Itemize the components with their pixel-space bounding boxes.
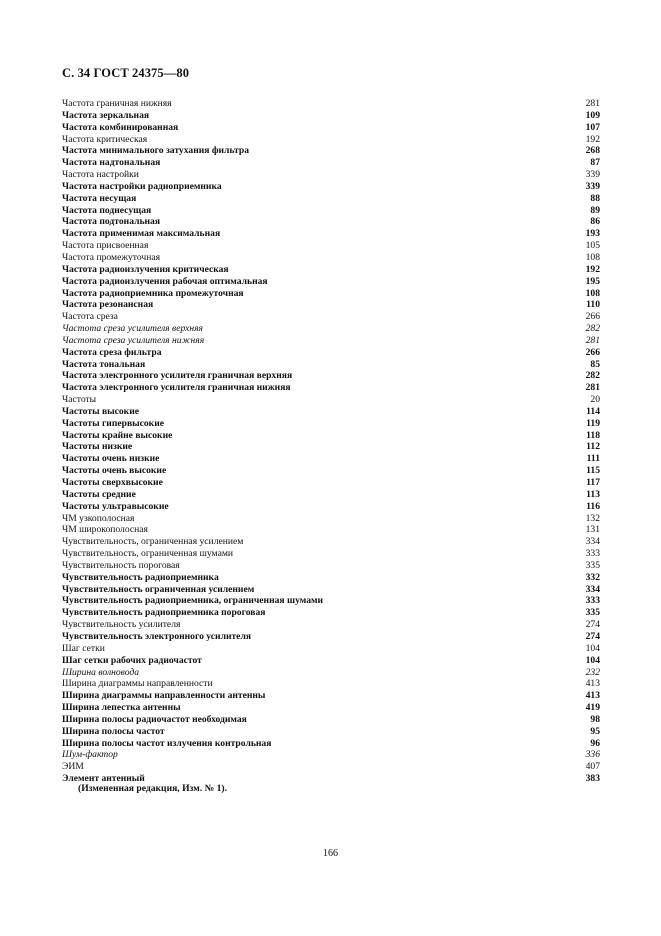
index-page-ref: 335 [585,607,600,619]
index-entry [62,678,600,690]
index-entry [62,418,600,430]
index-page-ref: 232 [585,666,600,678]
index-page-ref: 419 [585,702,600,714]
index-term: Частота радиоизлучения критическая [62,263,229,275]
index-term: Частоты ультравысокие [62,500,169,512]
index-entry [62,749,600,761]
index-term: Ширина полосы частот излучения контрольная [62,737,272,749]
index-term: Чувствительность радиоприемника, ограниченная шумами [62,595,324,607]
index-entry [62,726,600,738]
index-term: Шаг сетки [62,642,105,654]
index-term: Чувствительность электронного усилителя [62,630,252,642]
page-header: С. 34 ГОСТ 24375—80 [62,66,190,80]
index-page-ref: 20 [590,394,600,406]
index-page-ref: 268 [585,145,600,157]
index-term: Частоты [62,394,97,406]
index-entry [62,228,600,240]
index-entry [62,299,600,311]
index-page-ref: 111 [586,453,600,465]
index-page-ref: 116 [586,500,600,512]
index-entry [62,430,600,442]
index-page-ref: 104 [585,642,600,654]
index-page-ref: 193 [585,228,600,240]
index-page-ref: 131 [585,524,600,536]
index-entry [62,595,600,607]
index-page-ref: 336 [585,749,600,761]
index-page-ref: 110 [586,299,600,311]
index-entry [62,619,600,631]
index-term: Частота поднесущая [62,204,152,216]
index-entry [62,761,600,773]
index-entry [62,335,600,347]
index-term: Ширина диаграммы направленности [62,678,213,690]
index-entry [62,169,600,181]
index-entry [62,216,600,228]
index-term: ЧМ узкополосная [62,512,135,524]
index-page-ref: 119 [586,417,600,429]
index-term: Шаг сетки рабочих радиочастот [62,654,202,666]
index-term: Чувствительность пороговая [62,559,180,571]
index-term: ЧМ широкополосная [62,524,148,536]
index-term: Ширина полосы радиочастот необходимая [62,713,247,725]
index-page-ref: 117 [586,477,600,488]
index-entry [62,145,600,157]
amendment-note: (Измененная редакция, Изм. № 1). [78,783,228,794]
index-entry [62,110,600,122]
index-term: Частота комбинированная [62,121,179,133]
index-page-ref: 333 [585,548,600,560]
index-term: Частоты низкие [62,441,133,453]
index-entry [62,513,600,525]
index-entry [62,347,600,359]
index-term: Шум-фактор [62,749,118,761]
index-term: Ширина диаграммы направленности антенны [62,690,266,702]
index-page-ref: 383 [585,773,600,785]
index-term: Частоты крайне высокие [62,429,173,441]
index-page-ref: 113 [586,488,600,500]
index-entry [62,501,600,513]
index-entry [62,489,600,501]
index-term: Элемент антенный [62,773,145,785]
index-page-ref: 413 [585,690,600,702]
index-page-ref: 266 [585,346,600,358]
index-entry [62,370,600,382]
index-entry [62,738,600,750]
page-number: 166 [323,848,338,859]
index-page-ref: 118 [586,429,600,441]
index-term: Частоты очень низкие [62,453,160,465]
index-entry [62,382,600,394]
index-term: Частота подтональная [62,216,161,228]
index-page-ref: 339 [585,169,600,181]
index-entry [62,240,600,252]
index-entry [62,572,600,584]
index-term: Частота радиоизлучения рабочая оптимальная [62,275,268,287]
index-page-ref: 98 [590,713,600,725]
term-index [62,98,600,785]
index-page-ref: 274 [585,619,600,631]
index-page-ref: 334 [585,536,600,548]
index-page-ref: 192 [585,263,600,275]
index-term: Частота настройки радиоприемника [62,180,222,192]
index-page-ref: 282 [585,370,600,382]
index-term: Частота несущая [62,192,137,204]
index-term: Частота среза усилителя нижняя [62,334,205,346]
index-entry [62,406,600,418]
index-page-ref: 333 [585,595,600,607]
index-entry [62,667,600,679]
index-term: Частота граничная нижняя [62,98,172,109]
index-entry [62,264,600,276]
index-term: Частота среза усилителя верхняя [62,323,204,335]
index-page-ref: 87 [590,157,600,169]
index-entry [62,714,600,726]
index-term: Чувствительность радиоприемника [62,571,219,583]
index-term: Ширина лепестка антенны [62,702,181,714]
index-page-ref: 95 [590,725,600,737]
index-term: Частоты очень высокие [62,465,167,477]
index-entry [62,584,600,596]
index-page-ref: 335 [585,559,600,571]
index-term: ЭИМ [62,761,84,773]
index-page-ref: 109 [585,109,600,121]
index-entry [62,98,600,110]
index-entry [62,548,600,560]
index-page-ref: 192 [585,133,600,145]
index-page-ref: 339 [585,180,600,192]
index-entry [62,477,600,489]
index-entry [62,643,600,655]
index-entry [62,311,600,323]
index-term: Частоты высокие [62,405,139,417]
index-page-ref: 88 [590,192,600,204]
index-term: Частота настройки [62,169,139,181]
index-entry [62,288,600,300]
index-page-ref: 413 [585,678,600,690]
index-page-ref: 281 [585,98,600,109]
index-entry [62,205,600,217]
index-term: Частота электронного усилителя граничная верхняя [62,370,293,382]
index-entry [62,441,600,453]
index-page-ref: 108 [585,251,600,263]
index-term: Чувствительность ограниченная усилением [62,583,255,595]
index-term: Ширина полосы частот [62,725,165,737]
index-page-ref: 85 [590,358,600,370]
index-term: Чувствительность радиоприемника пороговая [62,607,266,619]
index-page-ref: 281 [585,334,600,346]
index-page-ref: 266 [585,311,600,323]
index-term: Частота электронного усилителя граничная нижняя [62,382,291,394]
index-term: Частота надтональная [62,157,161,169]
index-term: Частота присвоенная [62,240,149,252]
index-entry [62,465,600,477]
index-entry [62,453,600,465]
index-term: Частота радиоприемника промежуточная [62,287,244,299]
index-term: Чувствительность усилителя [62,619,181,631]
index-page-ref: 107 [585,121,600,133]
index-entry [62,122,600,134]
index-entry [62,252,600,264]
index-page-ref: 282 [585,323,600,335]
index-term: Частота критическая [62,133,148,145]
index-page-ref: 115 [586,465,600,477]
index-page-ref: 334 [585,583,600,595]
index-page-ref: 114 [586,405,600,417]
index-entry [62,702,600,714]
index-term: Частота минимального затухания фильтра [62,145,250,157]
index-entry [62,323,600,335]
index-term: Частоты сверхвысокие [62,477,163,488]
index-term: Частота промежуточная [62,251,160,263]
index-page-ref: 86 [590,216,600,228]
index-entry [62,655,600,667]
index-term: Частота резонансная [62,299,154,311]
index-page-ref: 132 [585,512,600,524]
index-term: Частота тональная [62,358,146,370]
index-page-ref: 105 [585,240,600,252]
index-entry [62,536,600,548]
index-entry [62,690,600,702]
index-page-ref: 96 [590,737,600,749]
index-entry [62,193,600,205]
index-entry [62,607,600,619]
index-term: Частота применимая максимальная [62,228,221,240]
index-entry [62,524,600,536]
index-entry [62,276,600,288]
index-term: Ширина волновода [62,666,140,678]
index-entry [62,181,600,193]
index-page-ref: 332 [585,571,600,583]
index-entry [62,134,600,146]
index-entry [62,560,600,572]
index-term: Чувствительность, ограниченная усилением [62,536,244,548]
index-entry [62,157,600,169]
index-term: Частоты средние [62,488,136,500]
index-page-ref: 108 [585,287,600,299]
index-entry [62,359,600,371]
index-term: Частота зеркальная [62,109,150,121]
index-page-ref: 104 [585,654,600,666]
index-page-ref: 274 [585,630,600,642]
index-page-ref: 89 [590,204,600,216]
index-term: Чувствительность, ограниченная шумами [62,548,234,560]
index-term: Частота среза [62,311,118,323]
index-page-ref: 195 [585,275,600,287]
index-entry [62,394,600,406]
index-page-ref: 407 [585,761,600,773]
index-entry [62,631,600,643]
index-term: Частота среза фильтра [62,346,162,358]
index-page-ref: 281 [585,382,600,394]
index-term: Частоты гипервысокие [62,417,164,429]
index-page-ref: 112 [586,441,600,453]
